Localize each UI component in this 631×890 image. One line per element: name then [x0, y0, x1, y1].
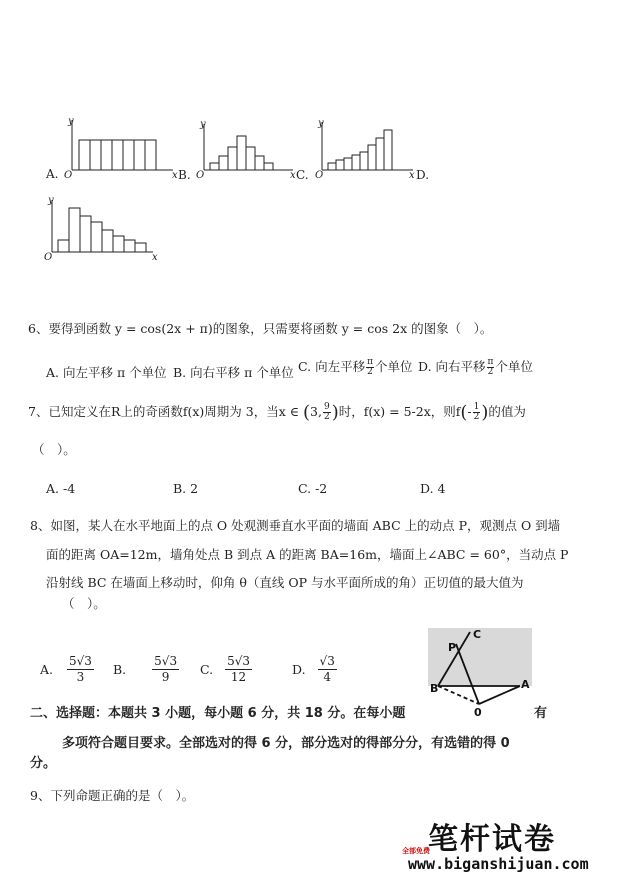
- label-o: 0: [474, 706, 482, 718]
- logo-title: 笔杆试卷: [428, 822, 556, 857]
- label-b: B: [430, 682, 439, 695]
- q8-option-c[interactable]: C. $\frac{5√3}{12}$: [200, 654, 250, 684]
- label-p: P: [448, 641, 457, 654]
- svg-text:x: x: [152, 252, 158, 263]
- label-c: C: [473, 628, 482, 641]
- svg-text:O: O: [64, 170, 73, 181]
- section2-line-1-end: 有: [534, 706, 548, 721]
- svg-text:x: x: [172, 170, 178, 181]
- q8-line-3: 沿射线 BC 在墙面上移动时，仰角 θ（直线 OP 与水平面所成的角）正切值的最大值为: [46, 575, 524, 590]
- q6-option-b[interactable]: B. 向右平移 π 个单位: [173, 365, 294, 380]
- q6-option-a[interactable]: A. 向左平移 π 个单位: [46, 365, 167, 380]
- svg-text:y: y: [200, 119, 206, 130]
- logo-url[interactable]: www.biganshijuan.com: [408, 855, 589, 873]
- svg-text:O: O: [44, 252, 53, 263]
- q6-option-c[interactable]: C. 向左平移 $\frac{\pi}{2}$ 个单位: [298, 357, 413, 377]
- q7-blank: （ ）。: [32, 442, 76, 457]
- q8-blank: （ ）。: [62, 596, 106, 611]
- hist-option-d: D.: [416, 168, 430, 182]
- histogram-figures: [38, 112, 438, 267]
- hist-option-a: A.: [46, 167, 59, 181]
- q7-option-d[interactable]: D. 4: [420, 481, 446, 496]
- svg-text:x: x: [409, 170, 415, 181]
- q7-stem: 7、已知定义在R上的奇函数f(x)周期为 3，当x ∈ (3, $\frac{9}{2}$ )时，f(x) = 5-2x，则f(- $\frac{1}{2}$ )的值为: [28, 402, 526, 423]
- q8-option-b[interactable]: B. $\frac{5√3}{9}$: [113, 654, 178, 684]
- hist-a-y-label: y: [68, 116, 74, 127]
- q9-stem: 9、下列命题正确的是（ ）。: [30, 788, 195, 803]
- q8-line-2: 面的距离 OA=12m，墙角处点 B 到点 A 的距离 BA=16m，墙面上∠ABC = 60°，当动点 P: [46, 547, 569, 562]
- svg-text:O: O: [196, 170, 205, 181]
- svg-text:O: O: [315, 170, 324, 181]
- label-a: A: [521, 678, 530, 691]
- section2-line-2: 多项符合题目要求。全部选对的得 6 分，部分选对的得部分分，有选错的得 0: [62, 736, 510, 751]
- svg-text:y: y: [48, 195, 54, 206]
- q6-option-d[interactable]: D. 向右平移 $\frac{\pi}{2}$ 个单位: [418, 357, 533, 377]
- section2-line-3: 分。: [30, 756, 57, 771]
- svg-text:x: x: [290, 170, 296, 181]
- hist-option-b: B.: [178, 168, 191, 182]
- q8-option-d[interactable]: D. $\frac{√3}{4}$: [292, 654, 335, 684]
- q7-option-b[interactable]: B. 2: [173, 481, 199, 496]
- q7-option-a[interactable]: A. -4: [46, 481, 76, 496]
- q8-geometry-figure: [426, 626, 538, 718]
- q8-option-a[interactable]: A. $\frac{5√3}{3}$: [40, 654, 92, 684]
- q8-line-1: 8、如图，某人在水平地面上的点 O 处观测垂直水平面的墙面 ABC 上的动点 P，观测点 O 到墙: [30, 518, 561, 533]
- q6-stem: 6、要得到函数 y = cos(2x + π)的图象，只需要将函数 y = cos 2x 的图象（ ）。: [28, 321, 493, 336]
- segment-ao: [479, 686, 520, 704]
- logo-tag: 全部免费: [402, 847, 430, 855]
- q7-option-c[interactable]: C. -2: [298, 481, 328, 496]
- section2-line-1: 二、选择题：本题共 3 小题，每小题 6 分，共 18 分。在每小题: [30, 706, 406, 721]
- hist-option-c: C.: [296, 168, 309, 182]
- svg-text:y: y: [318, 118, 324, 129]
